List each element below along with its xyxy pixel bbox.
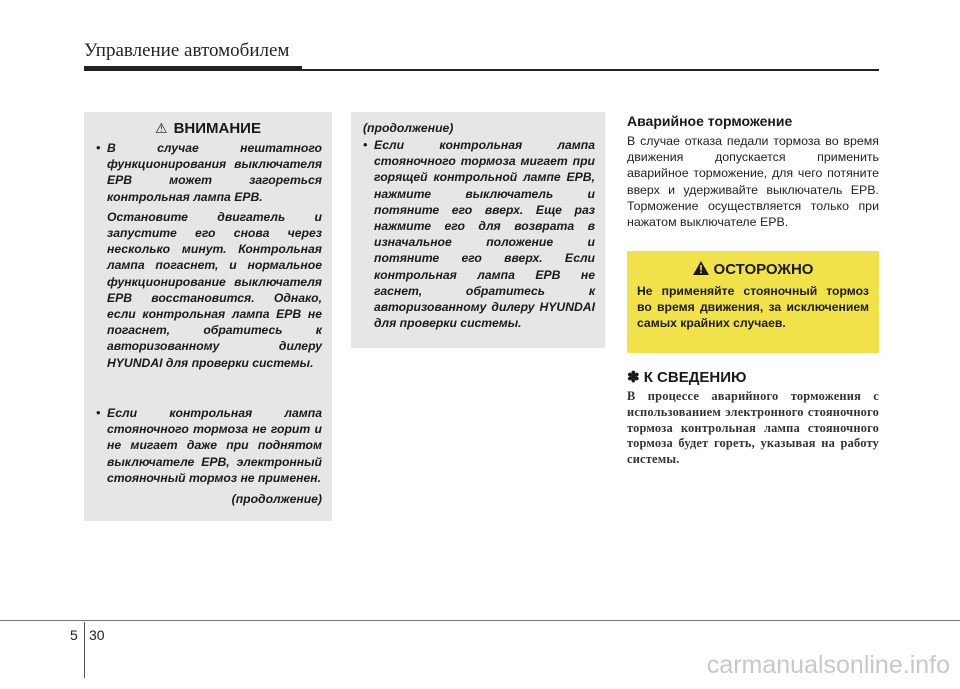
emergency-section-title: Аварийное торможение xyxy=(627,113,793,129)
warning-bullet-2-text: Если контрольная лампа стояночного тормоза не горит и не мигает даже при поднятом выключателе EPB, электронный стояночный тормоз не применен. xyxy=(107,406,322,485)
caution-box xyxy=(627,251,879,353)
chapter-number: 5 xyxy=(70,627,78,643)
continued-bullet-1-text: Если контрольная лампа стояночного тормоза мигает при горящей контрольной лампе EPB, нажмите выключатель и потяните его вверх. Еще раз нажмите его для возврата в изначальное положение и потяните его вверх. Если контрольная лампа EPB не гаснет, обратитесь к авторизованному дилеру HYUNDAI для проверки системы. xyxy=(374,138,595,331)
caution-title-text: ОСТОРОЖНО xyxy=(713,261,814,278)
note-body: В процессе аварийного торможения с использованием электронного стояночного тормоза контрольная лампа стояночного тормоза будет гореть, указывая на работу системы. xyxy=(627,389,879,467)
bullet-dot: • xyxy=(363,138,368,152)
page-number: 30 xyxy=(89,627,105,643)
warning-bullet-1-continuation: Остановите двигатель и запустите его снова через несколько минут. Контрольная лампа погаснет, и нормальное функционирование выключателя EPB восстановится. Однако, если контрольная лампа EPB не погаснет, обратитесь к авторизованному дилеру HYUNDAI для проверки системы. xyxy=(107,209,322,370)
warning-triangle-icon: ⚠ xyxy=(155,120,168,136)
footer-rule xyxy=(0,620,960,621)
warning-title-text: ВНИМАНИЕ xyxy=(173,120,261,137)
bullet-dot: • xyxy=(96,141,101,155)
warning-continued-label: (продолжение) xyxy=(231,492,322,506)
warning-box xyxy=(84,112,332,521)
header-rule-thick xyxy=(84,66,302,71)
warning-bullet-1-text: В случае нештатного функционирования выключателя EPB может загореться контрольная лампа EPB. xyxy=(107,141,322,204)
continued-header: (продолжение) xyxy=(363,121,454,135)
warning-title xyxy=(84,120,332,137)
emergency-section-body: В случае отказа педали тормоза во время движения допускается применить аварийное торможение, для чего потяните вверх и удерживайте выключатель EPB. Торможение осуществляется только при нажатом выключателе EPB. xyxy=(627,134,879,230)
caution-title xyxy=(627,261,879,278)
continued-box xyxy=(351,112,605,348)
bullet-dot: • xyxy=(96,406,101,420)
header-title: Управление автомобилем xyxy=(84,40,290,61)
watermark-text: carmanualsonline.info xyxy=(706,651,950,679)
footer-divider xyxy=(84,622,85,678)
caution-body: Не применяйте стояночный тормоз во время движения, за исключением самых крайних случаев. xyxy=(637,284,869,331)
header-rule-thin xyxy=(302,69,879,71)
note-title: ✽ К СВЕДЕНИЮ xyxy=(627,369,747,386)
caution-triangle-icon xyxy=(693,261,709,275)
header-rule xyxy=(84,66,879,72)
